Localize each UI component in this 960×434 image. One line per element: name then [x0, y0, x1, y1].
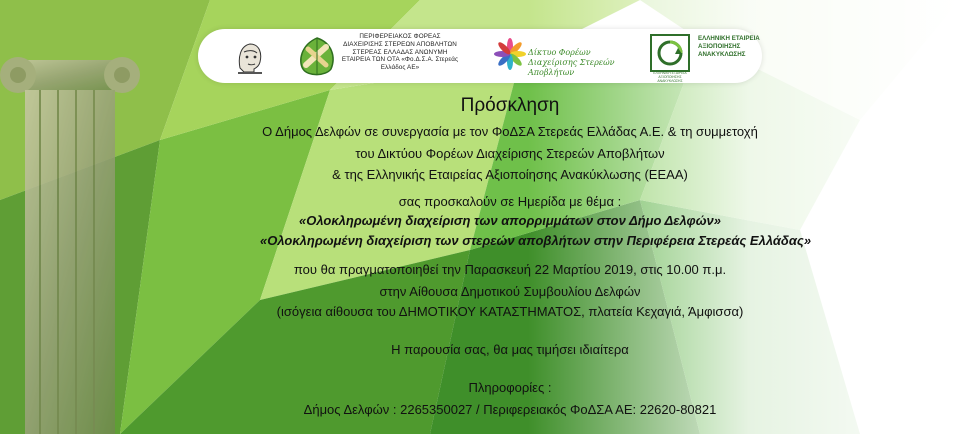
info-contacts: Δήμος Δελφών : 2265350027 / Περιφερειακός ΦοΔΣΑ ΑΕ: 22620-80821 — [303, 402, 717, 417]
intro-line-3: & της Ελληνικής Εταιρείας Αξιοποίησης Ανακύκλωσης (ΕΕΑΑ) — [332, 167, 688, 182]
eeaa-name: ΕΛΛΗΝΙΚΗ ΕΤΑΙΡΕΙΑ ΑΞΙΟΠΟΙΗΣΗΣ ΑΝΑΚΥΚΛΩΣΗΣ — [698, 35, 760, 58]
invite-line: σας προσκαλούν σε Ημερίδα με θέμα : — [398, 194, 622, 209]
network-name: Δίκτυο Φορέων Διαχείρισης Στερεών Αποβλήτων — [528, 48, 615, 77]
theme-line-1: «Ολοκληρωμένη διαχείριση των απορριμμάτων στον Δήμο Δελφών» — [298, 213, 722, 228]
intro-line-2: του Δικτύου Φορέων Διαχείρισης Στερεών Αποβλήτων — [355, 146, 665, 161]
event-datetime: που θα πραγματοποιηθεί την Παρασκευή 22 Μαρτίου 2019, στις 10.00 π.μ. — [293, 262, 727, 277]
eeaa-small-caption: ΕΛΛΗΝΙΚΗ ΕΤΑΙΡΕΙΑ ΑΞΙΟΠΟΙΗΣΗΣ ΑΝΑΚΥΚΛΩΣΗΣ — [653, 71, 687, 83]
intro-line-1: Ο Δήμος Δελφών σε συνεργασία με τον ΦοΔΣΑ Στερεάς Ελλάδας Α.Ε. & τη συμμετοχή — [262, 124, 758, 139]
venue-line-1: στην Αίθουσα Δημοτικού Συμβουλίου Δελφών — [379, 284, 641, 299]
presence-line: Η παρουσία σας, θα μας τιμήσει ιδιαίτερα — [391, 342, 629, 357]
fodsa-org-name: ΠΕΡΙΦΕΡΕΙΑΚΟΣ ΦΟΡΕΑΣ ΔΙΑΧΕΙΡΙΣΗΣ ΣΤΕΡΕΩΝ ΑΠΟΒΛΗΤΩΝ ΣΤΕΡΕΑΣ ΕΛΛΑΔΑΣ ΑΝΩΝΥΜΗ ΕΤΑΙΡΕΙΑ ΤΩΝ ΟΤΑ «Φο.Δ.Σ.Α. Στερεάς Ελλάδος ΑΕ» — [341, 33, 459, 72]
invitation-title: Πρόσκληση — [460, 95, 560, 116]
theme-line-2: «Ολοκληρωμένη διαχείριση των στερεών αποβλήτων στην Περιφέρεια Στερεάς Ελλάδας» — [260, 233, 812, 248]
info-label: Πληροφορίες : — [468, 380, 552, 395]
venue-line-2: (ισόγεια αίθουσα του ΔΗΜΟΤΙΚΟΥ ΚΑΤΑΣΤΗΜΑΤΟΣ, πλατεία Κεχαγιά, Άμφισσα) — [276, 304, 744, 319]
